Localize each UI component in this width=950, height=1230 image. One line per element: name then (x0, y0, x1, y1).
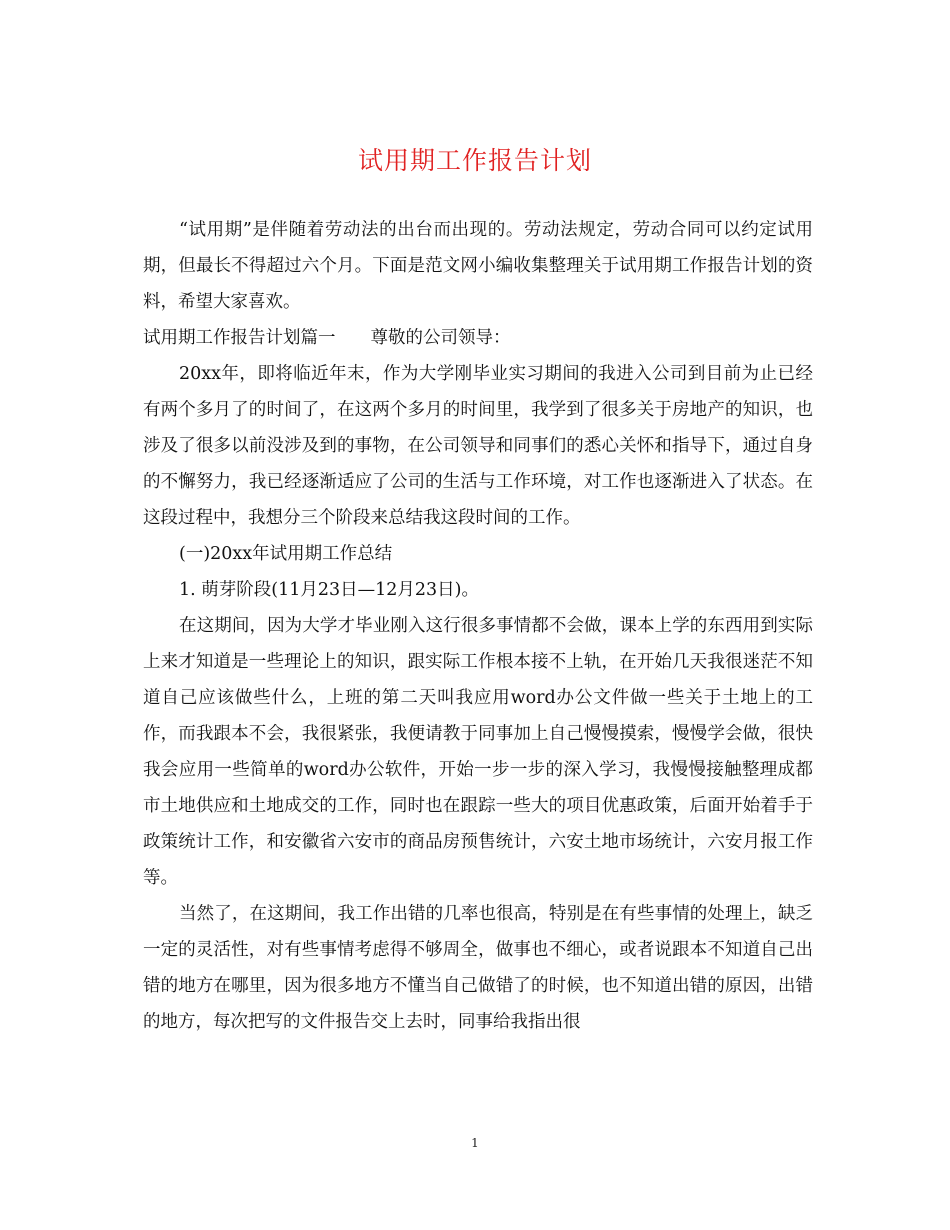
paragraph-intro: “试用期”是伴随着劳动法的出台而出现的。劳动法规定，劳动合同可以约定试用期，但最长不得超过六个月。下面是范文网小编收集整理关于试用期工作报告计划的资料，希望大家喜欢。 (143, 220, 813, 312)
paragraph-stage-detail: 在这期间，因为大学才毕业刚入这行很多事情都不会做，课本上学的东西用到实际上来才知道是一些理论上的知识，跟实际工作根本接不上轨，在开始几天我很迷茫不知道自己应该做些什么，上班的第二天叫我应用word办公文件做一些关于土地上的工作，而我跟本不会，我很紧张，我便请教于同事加上自己慢慢摸索，慢慢学会做，很快我会应用一些简单的word办公软件，开始一步一步的深入学习，我慢慢接触整理成都市土地供应和土地成交的工作，同时也在跟踪一些大的项目优惠政策，后面开始着手于政策统计工作，和安徽省六安市的商品房预售统计，六安土地市场统计，六安月报工作等。 (143, 616, 813, 888)
page-number: 1 (471, 1136, 479, 1150)
paragraph-stage-heading: 1. 萌芽阶段(11月23日—12月23日)。 (179, 580, 479, 600)
document-body (143, 212, 813, 1040)
document-title: 试用期工作报告计划 (357, 146, 592, 175)
paragraph-section-heading: 试用期工作报告计划篇一 尊敬的公司领导： (143, 328, 511, 348)
paragraph-overview: 20xx年，即将临近年末，作为大学刚毕业实习期间的我进入公司到目前为止已经有两个多月了的时间了，在这两个多月的时间里，我学到了很多关于房地产的知识，也涉及了很多以前没涉及到的事物，在公司领导和同事们的悉心关怀和指导下，通过自身的不懈努力，我已经逐渐适应了公司的生活与工作环境，对工作也逐渐进入了状态。在这段过程中，我想分三个阶段来总结我这段时间的工作。 (143, 364, 813, 528)
paragraph-subheading: (一)20xx年试用期工作总结 (179, 544, 393, 564)
paragraph-mistakes: 当然了，在这期间，我工作出错的几率也很高，特别是在有些事情的处理上，缺乏一定的灵活性，对有些事情考虑得不够周全，做事也不细心，或者说跟本不知道自己出错的地方在哪里，因为很多地方不懂当自己做错了的时候，也不知道出错的原因，出错的地方，每次把写的文件报告交上去时，同事给我指出很 (143, 904, 813, 1032)
